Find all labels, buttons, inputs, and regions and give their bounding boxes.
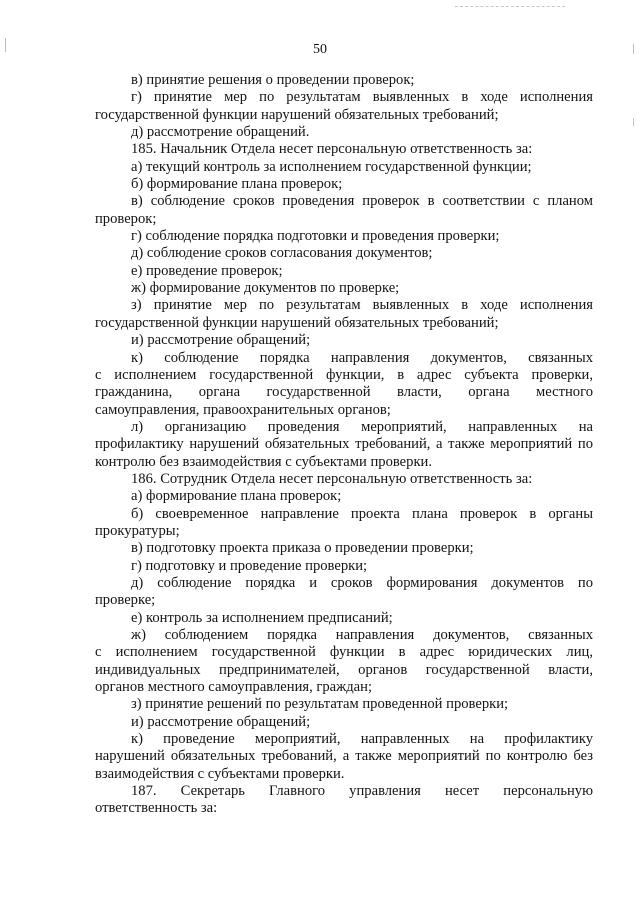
text-line: к) соблюдение порядка направления документов, связанных (131, 349, 593, 366)
text-line: и) рассмотрение обращений; (131, 713, 311, 730)
text-line: ж) формирование документов по проверке; (131, 280, 400, 297)
text-line: государственной функции нарушений обязательных требований; (95, 106, 499, 123)
text-line: з) принятие мер по результатам выявленных в ходе исполнения (131, 297, 593, 314)
text-line: проверке; (95, 592, 156, 609)
text-line: взаимодействия с субъектами проверки. (95, 765, 345, 782)
document-body-text (95, 72, 593, 818)
text-line: с исполнением государственной функции в адрес юридических лиц, (95, 644, 593, 661)
text-line: индивидуальных предпринимателей, органов государственной власти, (95, 661, 593, 678)
page-number: 50 (313, 42, 327, 57)
text-line: г) принятие мер по результатам выявленных в ходе исполнения (131, 89, 593, 106)
text-line: ответственность за: (95, 800, 218, 817)
text-line: и) рассмотрение обращений; (131, 332, 311, 349)
scan-artifact-top (455, 6, 565, 8)
text-line: 186. Сотрудник Отдела несет персональную ответственность за: (131, 470, 533, 487)
text-line: проверок; (95, 210, 157, 227)
text-line: д) соблюдение порядка и сроков формирования документов по (131, 574, 593, 591)
text-line: органов местного самоуправления, граждан; (95, 679, 372, 696)
text-line: самоуправления, правоохранительных органов; (95, 401, 391, 418)
text-line: нарушений обязательных требований, а также мероприятий по контролю без (95, 748, 593, 765)
text-line: гражданина, органа государственной власти, органа местного (95, 384, 593, 401)
text-line: б) своевременное направление проекта плана проверок в органы (131, 505, 593, 522)
text-line: профилактику нарушений обязательных требований, а также мероприятий по (95, 436, 593, 453)
text-line: а) текущий контроль за исполнением государственной функции; (131, 158, 532, 175)
text-line: г) подготовку и проведение проверки; (131, 557, 368, 574)
text-line: г) соблюдение порядка подготовки и проведения проверки; (131, 228, 500, 245)
text-line: з) принятие решений по результатам проведенной проверки; (131, 696, 509, 713)
text-line: 185. Начальник Отдела несет персональную ответственность за: (131, 141, 533, 158)
text-line: д) рассмотрение обращений. (131, 124, 310, 141)
text-line: в) принятие решения о проведении проверок; (131, 72, 415, 88)
text-line: контролю без взаимодействия с субъектами проверки. (95, 453, 432, 470)
text-line: 187. Секретарь Главного управления несет персональную (131, 783, 593, 800)
text-line: а) формирование плана проверок; (131, 488, 342, 505)
text-line: е) контроль за исполнением предписаний; (131, 609, 393, 626)
text-line: с исполнением государственной функции, в адрес субъекта проверки, (95, 366, 593, 383)
text-line: в) соблюдение сроков проведения проверок в соответствии с планом (131, 193, 593, 210)
text-line: прокуратуры; (95, 522, 180, 539)
text-line: в) подготовку проекта приказа о проведении проверки; (131, 540, 474, 557)
text-line: б) формирование плана проверок; (131, 176, 343, 193)
text-line: е) проведение проверок; (131, 262, 283, 279)
scan-artifact-right-lower (633, 118, 634, 126)
text-line: ж) соблюдением порядка направления документов, связанных (131, 627, 593, 643)
text-line: д) соблюдение сроков согласования документов; (131, 245, 433, 262)
text-line: к) проведение мероприятий, направленных на профилактику (131, 731, 593, 748)
text-line: л) организацию проведения мероприятий, направленных на (131, 418, 593, 435)
text-line: государственной функции нарушений обязательных требований; (95, 314, 499, 331)
